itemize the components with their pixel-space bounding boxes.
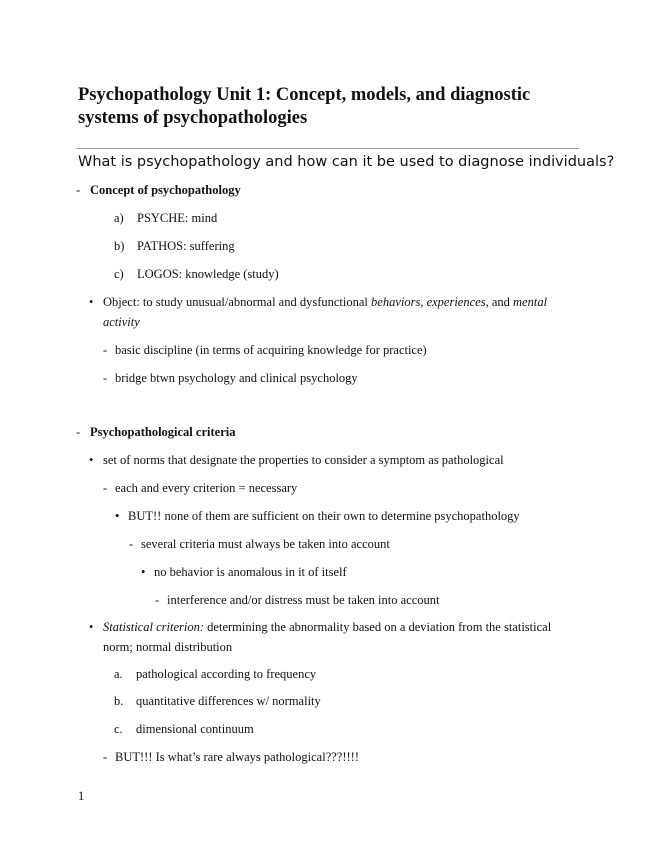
dash-marker: - [129,537,134,551]
section-heading-text: Concept of psychopathology [90,183,241,197]
list-item-text: interference and/or distress must be taken into account [167,593,440,607]
list-item-text: basic discipline (in terms of acquiring knowledge for practice) [115,343,427,357]
list-item-text: LOGOS: knowledge (study) [137,267,279,281]
bullet-marker: • [141,565,146,579]
list-marker: b) [114,239,125,253]
dash-marker: - [103,343,108,357]
section-heading-text: Psychopathological criteria [90,425,236,439]
list-marker: a. [114,667,123,681]
list-marker: a) [114,211,124,225]
list-item-text: no behavior is anomalous in it of itself [154,565,347,579]
dash-marker: - [103,371,108,385]
bullet-marker: • [89,295,94,309]
list-item-text: bridge btwn psychology and clinical psychology [115,371,358,385]
statistical-label: Statistical criterion: [103,620,205,634]
list-item-text: PATHOS: suffering [137,239,235,253]
list-item-text: quantitative differences w/ normality [136,694,321,708]
list-item-text: PSYCHE: mind [137,211,218,225]
object-comma: , [420,295,427,309]
list-marker: b. [114,694,124,708]
list-item-text: BUT!! none of them are sufficient on their own to determine psychopathology [128,509,520,523]
bullet-marker: • [89,620,94,634]
list-item-text: set of norms that designate the properties to consider a symptom as pathological [103,453,504,467]
list-item-text: BUT!!! Is what’s rare always pathological???!!!! [115,750,359,764]
list-item-text: pathological according to frequency [136,667,317,681]
statistical-paragraph [103,617,573,657]
statistical-continuation: norm; normal distribution [103,640,233,654]
object-experiences: experiences [426,295,486,309]
object-prefix: Object: to study unusual/abnormal and dysfunctional [103,295,372,309]
list-marker: c) [114,267,124,281]
list-item-text: several criteria must always be taken into account [141,537,390,551]
title-divider [76,148,579,149]
guiding-question: What is psychopathology and how can it be used to diagnose individuals? [78,154,615,170]
object-behaviors: behaviors [371,295,421,309]
object-paragraph [103,292,573,332]
object-activity: activity [103,315,140,329]
dash-marker: - [76,183,81,197]
dash-marker: - [103,481,108,495]
bullet-marker: • [115,509,120,523]
bullet-marker: • [89,453,94,467]
list-item-text: each and every criterion = necessary [115,481,298,495]
dash-marker: - [76,425,81,439]
list-marker: c. [114,722,123,736]
dash-marker: - [155,593,160,607]
object-and: , and [485,295,514,309]
page-number: 1 [78,789,85,803]
dash-marker: - [103,750,108,764]
list-item-text: dimensional continuum [136,722,254,736]
object-mental: mental [513,295,548,309]
statistical-text: determining the abnormality based on a deviation from the statistical [204,620,552,634]
page-title: Psychopathology Unit 1: Concept, models, and diagnostic systems of psychopathologies [78,85,531,128]
